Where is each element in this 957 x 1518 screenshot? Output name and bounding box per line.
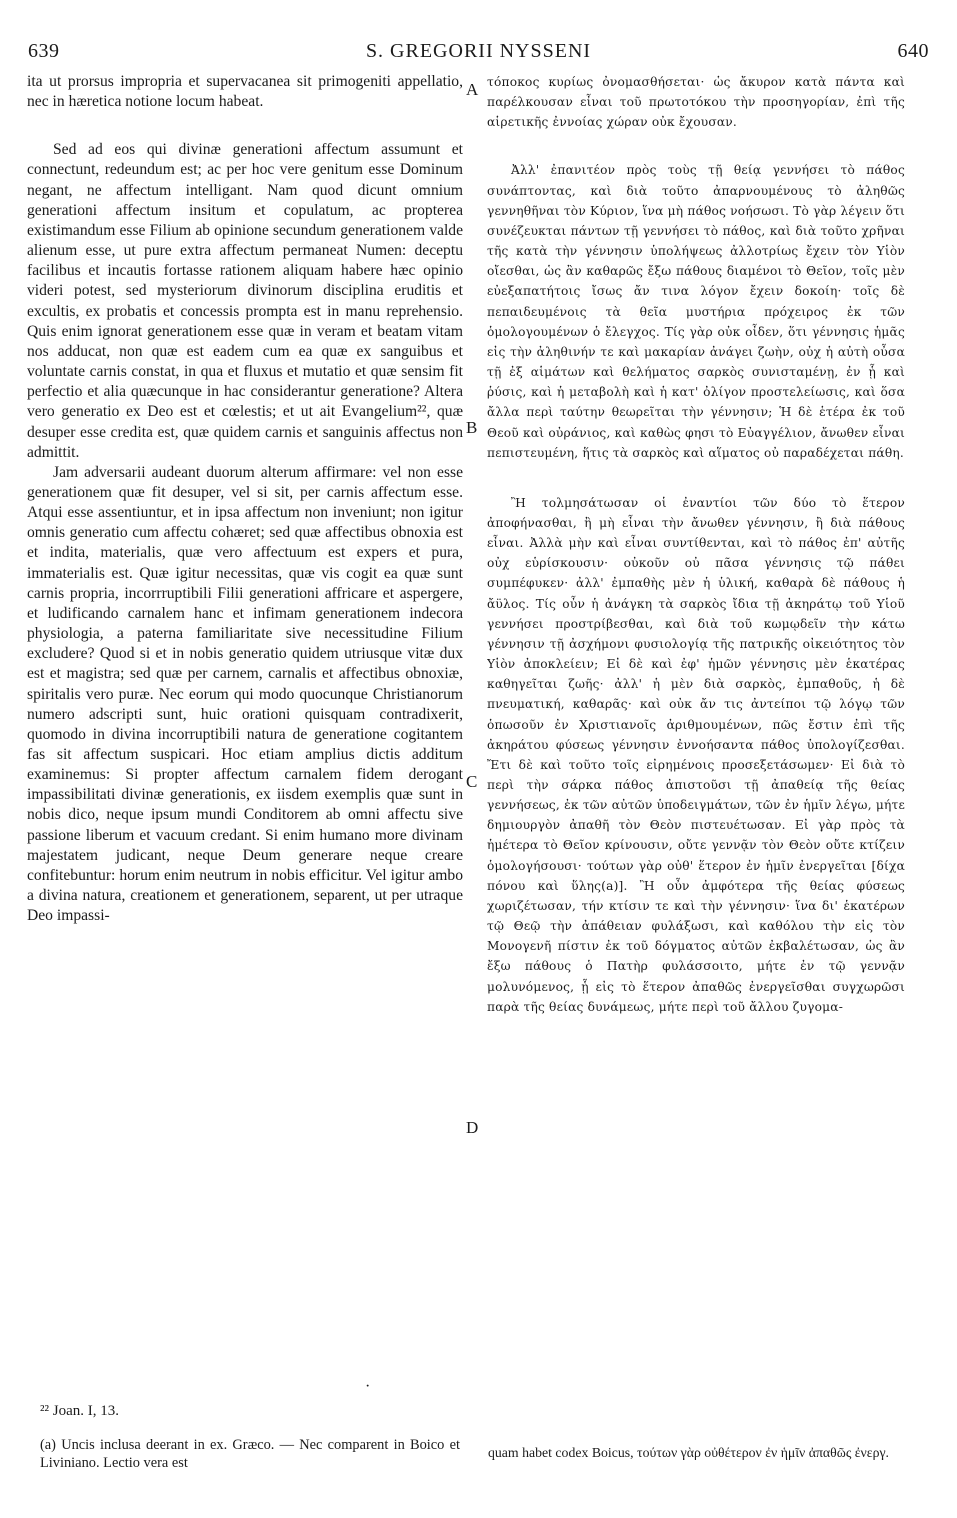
greek-footnote [488, 1444, 903, 1462]
section-marker-d: D [466, 1118, 479, 1137]
greek-column [487, 72, 905, 1017]
latin-paragraph-2: Sed ad eos qui divinæ generationi affectum assumunt et connectunt, redeundum est; ac per hoc vere genitum esse Dominum negant, ne affectum intelligant. Nam quod dicunt omnium generationi affectum insitum et copulatum, ac propterea existimandum esse Filium ab opinione secundum generationem valde alienum esse, ut pure extra affectum permaneat Numen: deceptu facilibus et incautis fortasse rationem aliquam habere hæc opinio videri potest, sed mysteriorum divinorum disciplina eruditis et excultis, ex probatis et concessis prompta est in manu reprehensio. Quis enim ignorat generationem esse quæ in veram et beatam vitam nos adducat, non quæ est eadem cum ea quæ ex sanguibus et voluntate carnis constat, in qua et fluxus et mutatio et quæ sensim fit perfectio et alia quæcunque in hac considerantur generatione? Altera vero generatio ex Deo est et cœlestis; et ut ait Evangelium²², quæ desuper esse credita est, quæ quidem carnis et sanguinis affectus non admittit. [27, 141, 463, 461]
page-number-left: 639 [28, 40, 60, 62]
latin-paragraph-1: ita ut prorsus impropria et supervacanea sit primogeniti appellatio, nec in hæretica notione locum habeat. [27, 73, 463, 111]
page-number-right: 640 [897, 40, 929, 62]
greek-paragraph-2: Ἀλλ' ἐπανιτέον πρὸς τοὺς τῇ θείᾳ γεννήσει τὸ πάθος συνάπτοντας, καὶ διὰ τοῦτο ἀπαρνουμένους τὸ ἀληθῶς γεννηθῆναι τὸν Κύριον, ἵνα μὴ πάθος νοήσωσι. Τὸ γὰρ λέγειν ὅτι συνέζευκται πάντων τῇ γεννήσει τὸ πάθος, καὶ διὰ τοῦτο χρῆναι τῆς κατὰ τὴν γέννησιν ὑπολήψεως ἀλλοτρίως ἔχειν τὸν Υἱὸν οἴεσθαι, ὡς ἂν καθαρῶς ἔξω πάθους διαμένοι τὸ Θεῖον, τοῖς μὲν εὐεξαπατήτοις ἴσως ἄν τινα λόγον ἔχειν δοκοίη· τοῖς δὲ πεπαιδευμένοις τὰ θεῖα μυστήρια πρόχειρος ἐκ τῶν ὁμολογουμένων ὁ ἔλεγχος. Τίς γὰρ οὐκ οἶδεν, ὅτι γέννησις ἡμᾶς εἰς τὴν ἀληθινήν τε καὶ μακαρίαν ἀνάγει ζωὴν, οὐχ ἡ αὐτὴ οὖσα τῇ ἐξ αἱμάτων καὶ θελήματος σαρκὸς συνισταμένῃ, ἐν ᾗ καὶ ῥύσις, καὶ ἡ μεταβολὴ καὶ ἡ κατ' ὀλίγον προστελείωσις, καὶ ὅσα ἄλλα περὶ ταύτην θεωρεῖται τὴν γέννησιν; Ἡ δὲ ἑτέρα ἐκ τοῦ Θεοῦ καὶ οὐράνιος, καὶ καθὼς φησι τὸ Εὐαγγέλιον, ἄνωθεν εἶναι πεπιστευμένη, ἥτις τὰ σαρκὸς καὶ αἵματος οὐ παραδέχεται πάθη. [487, 163, 905, 460]
section-marker-c: C [466, 772, 478, 791]
section-marker-b: B [466, 418, 478, 437]
greek-paragraph-1: τόποκος κυρίως ὀνομασθήσεται· ὡς ἄκυρον κατὰ πάντα καὶ παρέλκουσαν εἶναι τοῦ πρωτοτόκου τὴν προσηγορίαν, ἐπὶ τῆς αἱρετικῆς ἐννοίας χώραν οὐκ ἔχουσαν. [487, 75, 905, 130]
greek-paragraph-3: Ἢ τολμησάτωσαν οἱ ἐναντίοι τῶν δύο τὸ ἕτερον ἀποφήνασθαι, ἢ μὴ εἶναι τὴν ἄνωθεν γέννησιν, ἢ διὰ πάθους εἶναι. Ἀλλὰ μὴν καὶ εἶναι συντίθενται, καὶ τὸ πάθος ἐπ' αὐτῆς οὐχ εὑρίσκουσιν· οὐκοῦν οὐ πᾶσα γέννησις τῷ πάθει συμπέφυκεν· ἀλλ' ἐμπαθὴς μὲν ἡ ὑλική, καθαρὰ δὲ πάθους ἡ ἄϋλος. Τίς οὖν ἡ ἀνάγκη τὰ σαρκὸς ἴδια τῇ ἀκηράτῳ τοῦ Υἱοῦ γεννήσει προστρίβεσθαι, καὶ διὰ τοῦ κωμῳδεῖν τὴν κάτω γέννησιν τῇ ἀσχήμονι φυσιολογίᾳ τῆς πατρικῆς οἰκειότητος τὸν Υἱὸν ἀποκλείειν; Εἰ δὲ καὶ ἐφ' ἡμῶν γέννησις μὲν ἑκατέρας καθηγεῖται ζωῆς· ἀλλ' ἡ μὲν διὰ σαρκὸς, ἐμπαθοῦς, ἡ δὲ πνευματική, καθαρᾶς· καὶ οὐκ ἄν τις ἀντείποι τῷ λόγῳ τῶν ὁπωσοῦν ἐν Χριστιανοῖς ἀριθμουμένων, πῶς ἔστιν ἐπὶ τῆς ἀκηράτου φύσεως γέννησιν ἐννοήσαντα πάθος ὑπολογίζεσθαι. Ἔτι δὲ καὶ τοῦτο τοῖς εἰρημένοις προσεξετάσωμεν· Εἰ διὰ τὸ περὶ τὴν σάρκα πάθος ἀπιστοῦσι τῇ ἀπαθείᾳ τῆς θείας γεννήσεως, ἐκ τῶν αὐτῶν ὑποδειγμάτων, τῶν ἐν ἡμῖν λέγω, μήτε δημιουργὸν ἀπαθῆ τὸν Θεὸν πιστευέτωσαν. Εἰ γὰρ πρὸς τὰ ἡμέτερα τὸ Θεῖον κρίνουσιν, οὔτε γεννᾷν τὸν Θεὸν οὔτε κτίζειν ὁμολογήσουσι· τούτων γὰρ οὐθ' ἕτερον ἐν ἡμῖν ἐνεργεῖται [δίχα πόνου καὶ ὕλης(a)]. Ἢ οὖν ἀμφότερα τῆς θείας φύσεως χωριζέτωσαν, τήν κτίσιν τε καὶ τὴν γέννησιν· ἵνα δι' ἑκατέρων τῷ Θεῷ τὴν ἀπάθειαν φυλάξωσι, καὶ καθόλου τὴν εἰς τὸν Μονογενῆ πίστιν ἐκ τοῦ δόγματος αὐτῶν ἐκβαλέτωσαν, ὡς ἂν ἔξω πάθους ὁ Πατὴρ φυλάσσοιτο, μήτε ἐν τῷ γεννᾷν μολυνόμενος, ᾗ εἰς τὸ ἕτερον ἀπαθῶς ἐνεργεῖσθαι συγχωρῶσι παρὰ τῆς θείας δυνάμεως, μήτε περὶ τοῦ ἄλλου ζυγομα- [487, 495, 905, 1014]
running-title: S. GREGORII NYSSENI [365, 40, 592, 62]
footnote-a-greek: quam habet codex Boicus, τούτων γὰρ οὐθέτερον ἐν ἡμῖν ἀπαθῶς ἐνεργ. [488, 1445, 890, 1460]
running-header [26, 40, 931, 70]
footnote-22: ²² Joan. I, 13. [40, 1403, 119, 1419]
separator-dot: · [365, 1378, 371, 1395]
latin-footnotes [40, 1402, 460, 1472]
latin-paragraph-3: Jam adversarii audeant duorum alterum affirmare: vel non esse generationem quæ fit desuper, vel si sit, per carnis affectum esse. Atqui esse assentiuntur, et in ipsa affectum non inveniunt; non igitur omnis generatio cum affectu cohæret; sed quæ affectibus obnoxia est et indita, materialis, quæ vero affectuum est expers et pura, immaterialis est. Quæ igitur necessitas, quæ vis cogit ea quæ sunt carnis propria, incorrruptibili Filii generationi affricare et aspergere, et ludificando carnalem hanc et infimam generationem indecora physiologia, a paterna familiaritate sive necessitudine Filium excludere? Quod si et in nobis generatio quidem utriusque vitæ dux est et magistra; sed quæ per carnem, carnalis et affectibus obnoxiæ, spiritalis vero puræ. Nec eorum qui modo quocunque Christianorum numero adscripti sunt, huic orationi quisquam contradixerit, quomodo in divina incorruptibili natura de generatione cogitantem fas sit affectum suspicari. Hoc etiam amplius dictis additum examinemus: Si propter affectum carnalem fidem derogant impassibilitati divinæ generationis, ex iisdem exemplis quæ sunt in nobis dico, neque ipsum mundi Conditorem ab omni affectu sive passione liberum et vacuum credant. Si enim humano more divinam majestatem judicant, neque Deum generare neque creare confitebuntur: horum enim neutrum in nobis efficitur. Vel igitur ambo a divina natura, creationem et generationem, separent, ut per utraque Deo impassi- [27, 463, 463, 925]
section-marker-a: A [466, 80, 479, 99]
latin-column [27, 72, 463, 926]
footnote-a-latin: (a) Uncis inclusa deerant in ex. Græco. — Nec comparent in Boico et Liviniano. Lectio vera est [40, 1437, 460, 1471]
